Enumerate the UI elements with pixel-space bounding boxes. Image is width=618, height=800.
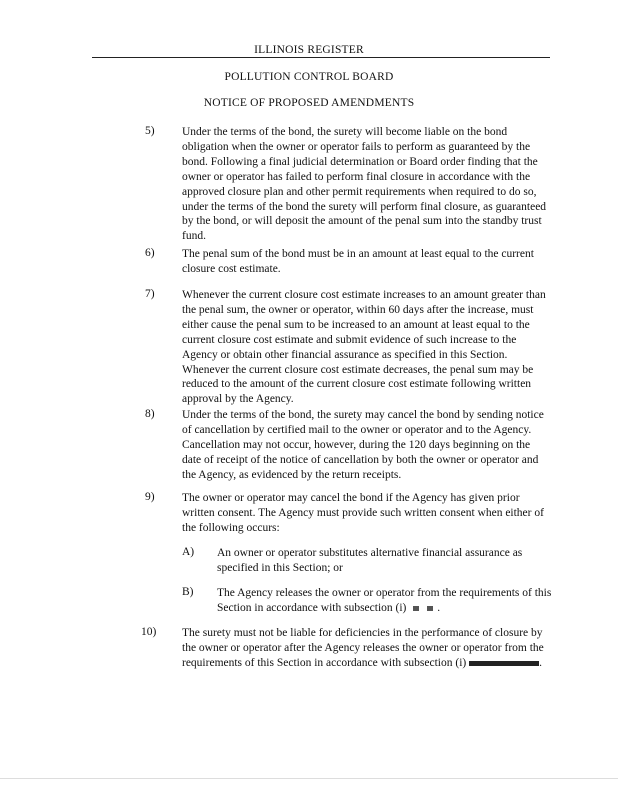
paragraph-text-end: . [539, 656, 542, 669]
paragraph-text: Under the terms of the bond, the surety will become liable on the bond obligation when the owner or operator fails to perform as guaranteed by the bond. Following a final judicial determination or Board order finding that the owner or operator has failed to perform final closure in accordance with the approved closure plan and other permit requirements when required to do so, under the terms of the bond the surety will perform final closure, as guaranteed by the bond, or will deposit the amount of the penal sum into the standby trust fund. [182, 126, 547, 243]
subparagraph-letter: A) [182, 546, 195, 558]
paragraph-number: 10) [141, 626, 157, 638]
paragraph-number: 5) [145, 125, 155, 137]
paragraph-number: 8) [145, 408, 155, 420]
paragraph-text: The penal sum of the bond must be in an amount at least equal to the current closure cost estimate. [182, 248, 534, 275]
paragraph-text [182, 626, 550, 671]
redaction-mark [469, 661, 539, 666]
notice-title: NOTICE OF PROPOSED AMENDMENTS [203, 97, 415, 109]
header-rule [92, 57, 550, 58]
paragraph-number: 9) [145, 491, 155, 503]
paragraph-text: Whenever the current closure cost estimate increases to an amount greater than the penal sum, the owner or operator, within 60 days after the increase, must either cause the penal sum to be increased to an amount at least equal to the current closure cost estimate and submit evidence of such increase to the Agency or obtain other financial assurance as specified in this Section. Whenever the current closure cost estimate decreases, the penal sum may be reduced to the amount of the current closure cost estimate following written approval by the Agency. [182, 289, 546, 406]
paragraph-number: 7) [145, 288, 155, 300]
subparagraph-text [217, 586, 557, 616]
paragraph-text-start: The surety must not be liable for deficiencies in the performance of closure by the owner or operator after the Agency releases the owner or operator from the requirements of this Section in accordance with subsection (i) [182, 627, 544, 669]
illegible-mark [427, 606, 433, 611]
subparagraph-text: An owner or operator substitutes alternative financial assurance as specified in this Section; or [217, 547, 523, 574]
board-name: POLLUTION CONTROL BOARD [224, 71, 394, 83]
paragraph-number: 6) [145, 247, 155, 259]
subparagraph-text-end: . [437, 601, 441, 614]
illegible-mark [413, 606, 419, 611]
scan-artifact-line [0, 778, 618, 779]
paragraph-text: The owner or operator may cancel the bond if the Agency has given prior written consent. The Agency must provide such written consent when either of the following occurs: [182, 492, 544, 534]
subparagraph-letter: B) [182, 586, 194, 598]
subparagraph-text-start: The Agency releases the owner or operator from the requirements of this Section in accordance with subsection (i) [217, 587, 552, 614]
register-title: ILLINOIS REGISTER [254, 44, 364, 56]
paragraph-text: Under the terms of the bond, the surety may cancel the bond by sending notice of cancellation by certified mail to the owner or operator and to the Agency. Cancellation may not occur, however, during the 120 days beginning on the date of receipt of the notice of cancellation by both the owner or operator and the Agency, as evidenced by the return receipts. [182, 409, 544, 481]
